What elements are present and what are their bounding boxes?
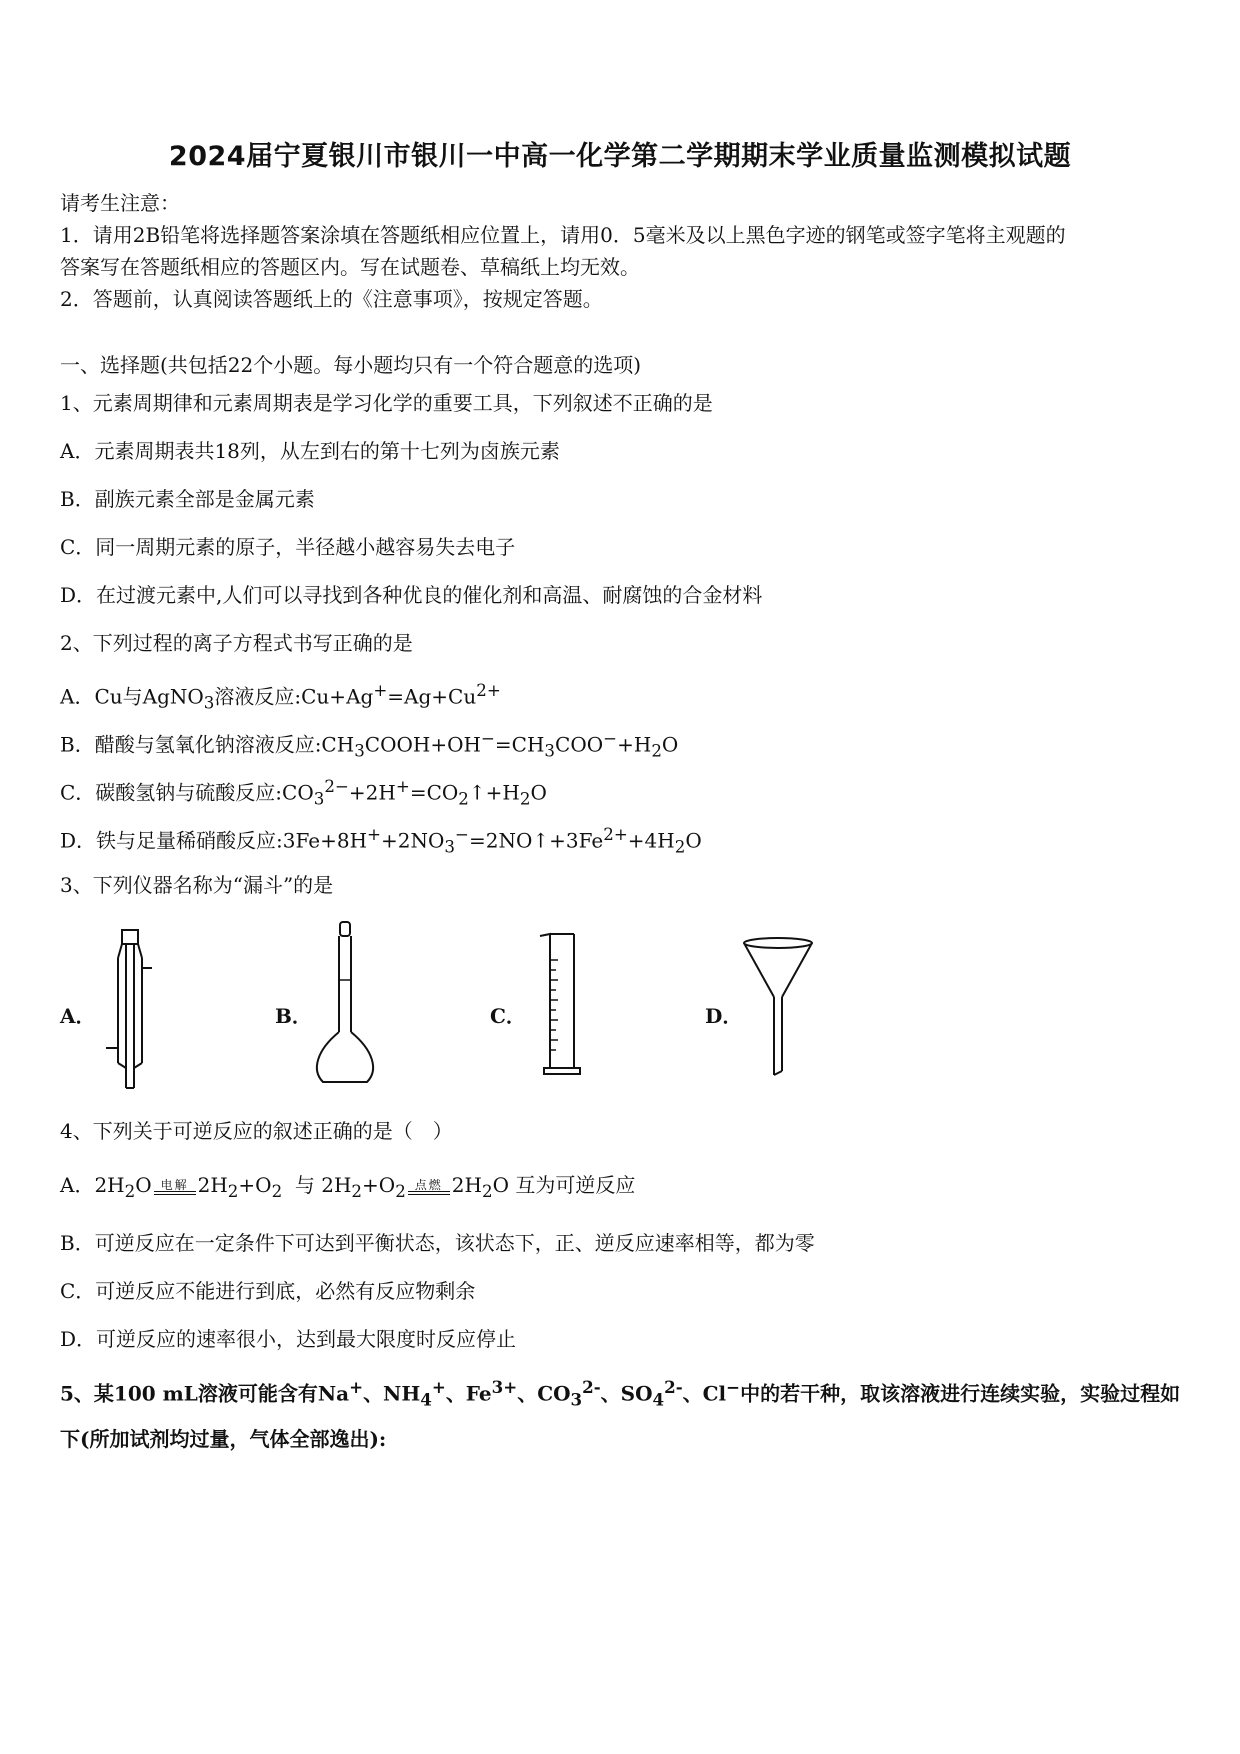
question-4-option-d: D．可逆反应的速率很小，达到最大限度时反应停止	[60, 1327, 517, 1351]
electrolysis-condition: 电解	[154, 1179, 196, 1195]
question-2-stem: 2、下列过程的离子方程式书写正确的是	[60, 631, 413, 655]
question-4-option-c: C．可逆反应不能进行到底，必然有反应物剩余	[60, 1279, 476, 1303]
question-4-option-a: A．$2H_2O$ 电解 $2H_2+O_2$ 与 $2H_2+O_2$ 点燃 $2H_2O$ 互为可逆反应	[60, 1173, 636, 1201]
ignition-condition: 点燃	[408, 1179, 450, 1195]
question-4-option-b: B．可逆反应在一定条件下可达到平衡状态，该状态下，正、逆反应速率相等，都为零	[60, 1231, 815, 1255]
question-1-option-c: C．同一周期元素的原子，半径越小越容易失去电子	[60, 535, 516, 559]
question-1-stem: 1、元素周期律和元素周期表是学习化学的重要工具，下列叙述不正确的是	[60, 391, 713, 415]
funnel-icon	[740, 935, 820, 1085]
notice-item-1b: 答案写在答题纸相应的答题区内。写在试题卷、草稿纸上均无效。	[60, 255, 640, 279]
notice-heading: 请考生注意：	[60, 191, 180, 215]
question-2-option-b: B．醋酸与氢氧化钠溶液反应$:CH_3COOH+OH^-=CH_3COO^-+H_2O$	[60, 729, 679, 761]
question-3-label-b: B．	[275, 1004, 312, 1028]
notice-item-2: 2．答题前，认真阅读答题纸上的《注意事项》，按规定答题。	[60, 287, 603, 311]
question-3-label-c: C．	[490, 1004, 526, 1028]
notice-item-1a: 1．请用2B铅笔将选择题答案涂填在答题纸相应位置上，请用0．5毫米及以上黑色字迹的钢笔或签字笔将主观题的	[60, 223, 1066, 247]
question-1-option-a: A．元素周期表共18列，从左到右的第十七列为卤族元素	[60, 439, 560, 463]
question-5-stem: 5、某100 mL溶液可能含有Na+、$NH_4^+$、$Fe^{3+}$、$CO_3^{2-}$、$SO_4^{2-}$、Cl−中的若干种，取该溶液进行连续实验，实验过程如	[60, 1377, 1181, 1410]
question-3-label-a: A．	[60, 1004, 96, 1028]
question-3-label-d: D．	[705, 1004, 743, 1028]
question-2-option-d: D．铁与足量稀硝酸反应$:3Fe+8H^++2NO_3^-=2NO↑+3Fe^{2+}+4H_2O$	[60, 825, 702, 857]
question-4-stem: 4、下列关于可逆反应的叙述正确的是（ ）	[60, 1119, 453, 1143]
condenser-icon	[100, 928, 160, 1093]
question-2-option-a: A．Cu与AgNO$_3$溶液反应$:Cu+Ag^+=Ag+Cu^{2+}$	[60, 681, 501, 713]
question-1-option-b: B．副族元素全部是金属元素	[60, 487, 315, 511]
page-title: 2024届宁夏银川市银川一中高一化学第二学期期末学业质量监测模拟试题	[168, 141, 1072, 172]
question-2-option-c: C．碳酸氢钠与硫酸反应$:CO_3^{2-}+2H^+=CO_2↑+H_2O$	[60, 777, 547, 809]
section-heading: 一、选择题(共包括22个小题。每小题均只有一个符合题意的选项)	[60, 353, 642, 377]
graduated-cylinder-icon	[530, 930, 590, 1080]
question-1-option-d: D．在过渡元素中,人们可以寻找到各种优良的催化剂和高温、耐腐蚀的合金材料	[60, 583, 763, 607]
volumetric-flask-icon	[305, 920, 385, 1092]
question-3-stem: 3、下列仪器名称为“漏斗”的是	[60, 873, 334, 897]
question-5-stem-line2: 下(所加试剂均过量，气体全部逸出):	[60, 1427, 387, 1451]
